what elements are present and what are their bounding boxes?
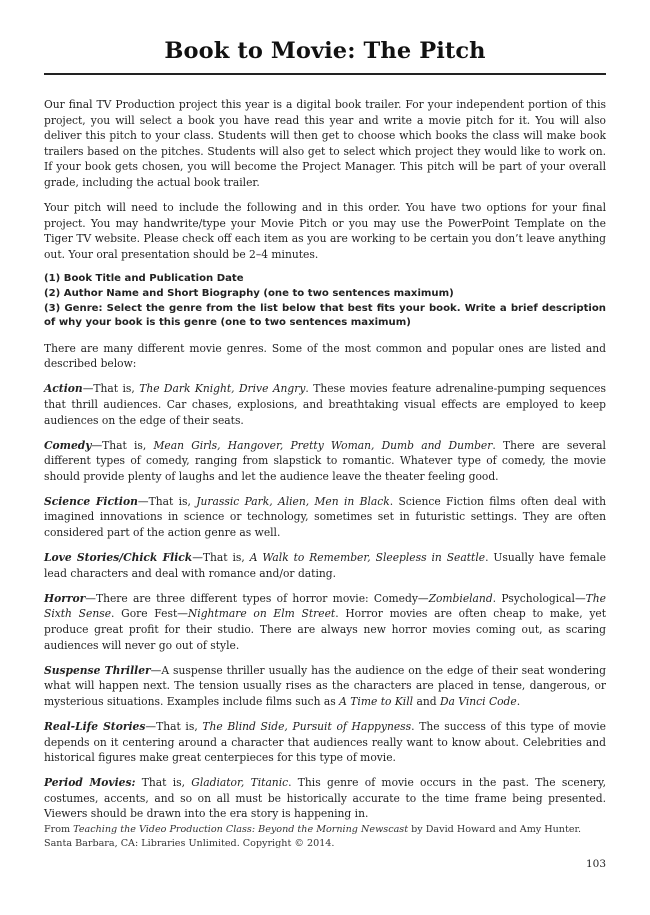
requirement-item: (3) Genre: Select the genre from the list below that best fits your book. Write a brief description of why your book is this genre (one to two sentences maximum)	[44, 302, 606, 329]
intro-paragraph-2: Your pitch will need to include the following and in this order. You have two options for your final project. You may handwrite/type your Movie Pitch or you may use the PowerPoint Template on the Tiger TV website. Please check off each item as you are working to be certain you don’t leave anything out. Your oral presentation should be 2–4 minutes.	[44, 201, 606, 261]
document-body	[44, 97, 606, 832]
genre-term: Real-Life Stories	[44, 720, 146, 733]
genre-real-life-stories: Real-Life Stories—That is, The Blind Side, Pursuit of Happyness. The success of this type of movie depends on it centering around a character that audiences really want to know about. Celebrities and historical figures make great centerpieces for this type of movie.	[44, 720, 606, 765]
intro-paragraph-1: Our final TV Production project this year is a digital book trailer. For your independent portion of this project, you will select a book you have read this year and write a movie pitch for it. You will also deliver this pitch to your class. Students will then get to choose which books the class will make book trailers based on the pitches. Students will also get to select which project they would like to work on. If your book gets chosen, you will become the Project Manager. This pitch will be part of your overall grade, including the actual book trailer.	[44, 98, 606, 189]
genres-intro: There are many different movie genres. Some of the most common and popular ones are listed and described below:	[44, 341, 606, 371]
genre-examples: Jurassic Park, Alien, Men in Black	[196, 494, 390, 508]
genre-suspense-thriller: Suspense Thriller—A suspense thriller usually has the audience on the edge of their seat wondering what will happen next. The tension usually rises as the characters are placed in tense, dangerous, or mysterious situations. Examples include films such as A Time to Kill and Da Vinci Code.	[44, 663, 606, 708]
genre-term: Action	[44, 382, 83, 396]
genre-term: Suspense Thriller	[44, 663, 151, 677]
genre-examples: The Dark Knight, Drive Angry	[139, 382, 306, 396]
source-citation: From Teaching the Video Production Class: Beyond the Morning Newscast by David Howard and Amy Hunter. Santa Barbara, CA: Libraries Unlimited. Copyright © 2014.	[44, 824, 582, 849]
genre-term: Period Movies:	[44, 776, 136, 790]
requirement-item: (1) Book Title and Publication Date	[44, 272, 244, 284]
genre-examples: Mean Girls, Hangover, Pretty Woman, Dumb and Dumber	[153, 438, 493, 452]
page-number: 103	[585, 858, 606, 870]
genre-action: Action—That is, The Dark Knight, Drive Angry. These movies feature adrenaline-pumping sequences that thrill audiences. Car chases, explosions, and breathtaking visual effects are employed to keep audiences on the edge of their seats.	[44, 382, 606, 427]
genre-examples: Nightmare on Elm Street	[187, 607, 336, 621]
genre-comedy: Comedy—That is, Mean Girls, Hangover, Pretty Woman, Dumb and Dumber. There are several different types of comedy, ranging from slapstick to romantic. Whatever type of comedy, the movie should provide plenty of laughs and let the audience leave the theater feeling good.	[44, 438, 606, 483]
genre-science-fiction: Science Fiction—That is, Jurassic Park, Alien, Men in Black. Science Fiction films often deal with imagined innovations in science or technology, sometimes set in futuristic settings. They are often considered part of the action genre as well.	[44, 494, 606, 540]
genre-horror: Horror—There are three different types of horror movie: Comedy—Zombieland. Psychological—The Sixth Sense. Gore Fest—Nightmare on Elm Street. Horror movies are often cheap to make, yet produce great profit for their studio. There are always new horror movies coming out, as scaring audiences will never go out of style.	[44, 591, 607, 652]
genre-term: Love Stories/Chick Flick	[44, 551, 193, 565]
genre-term: Science Fiction	[44, 494, 138, 508]
genre-examples: The Blind Side, Pursuit of Happyness	[202, 720, 412, 733]
genre-period-movies: Period Movies: That is, Gladiator, Titanic. This genre of movie occurs in the past. The scenery, costumes, accents, and so on all must be historically accurate to the time frame being presented. Viewers should be drawn into the era story is happening in.	[44, 776, 607, 821]
genre-examples: A Time to Kill	[339, 694, 414, 708]
page-title: Book to Movie: The Pitch	[164, 38, 486, 64]
genre-examples: Da Vinci Code	[439, 694, 517, 708]
genre-examples: Zombieland	[428, 591, 493, 605]
genre-examples: The Sixth Sense	[44, 591, 606, 621]
genre-examples: Gladiator, Titanic	[191, 776, 289, 790]
requirement-item: (2) Author Name and Short Biography (one to two sentences maximum)	[44, 287, 454, 299]
genre-examples: A Walk to Remember, Sleepless in Seattle	[249, 551, 486, 565]
cited-book-title: Teaching the Video Production Class: Beyond the Morning Newscast	[73, 824, 409, 835]
genre-term: Horror	[44, 591, 86, 605]
genre-term: Comedy	[44, 438, 92, 452]
genre-love-stories: Love Stories/Chick Flick—That is, A Walk to Remember, Sleepless in Seattle. Usually have female lead characters and deal with romance and/or dating.	[44, 551, 606, 580]
requirements-list	[44, 272, 606, 331]
title-rule	[44, 73, 606, 75]
